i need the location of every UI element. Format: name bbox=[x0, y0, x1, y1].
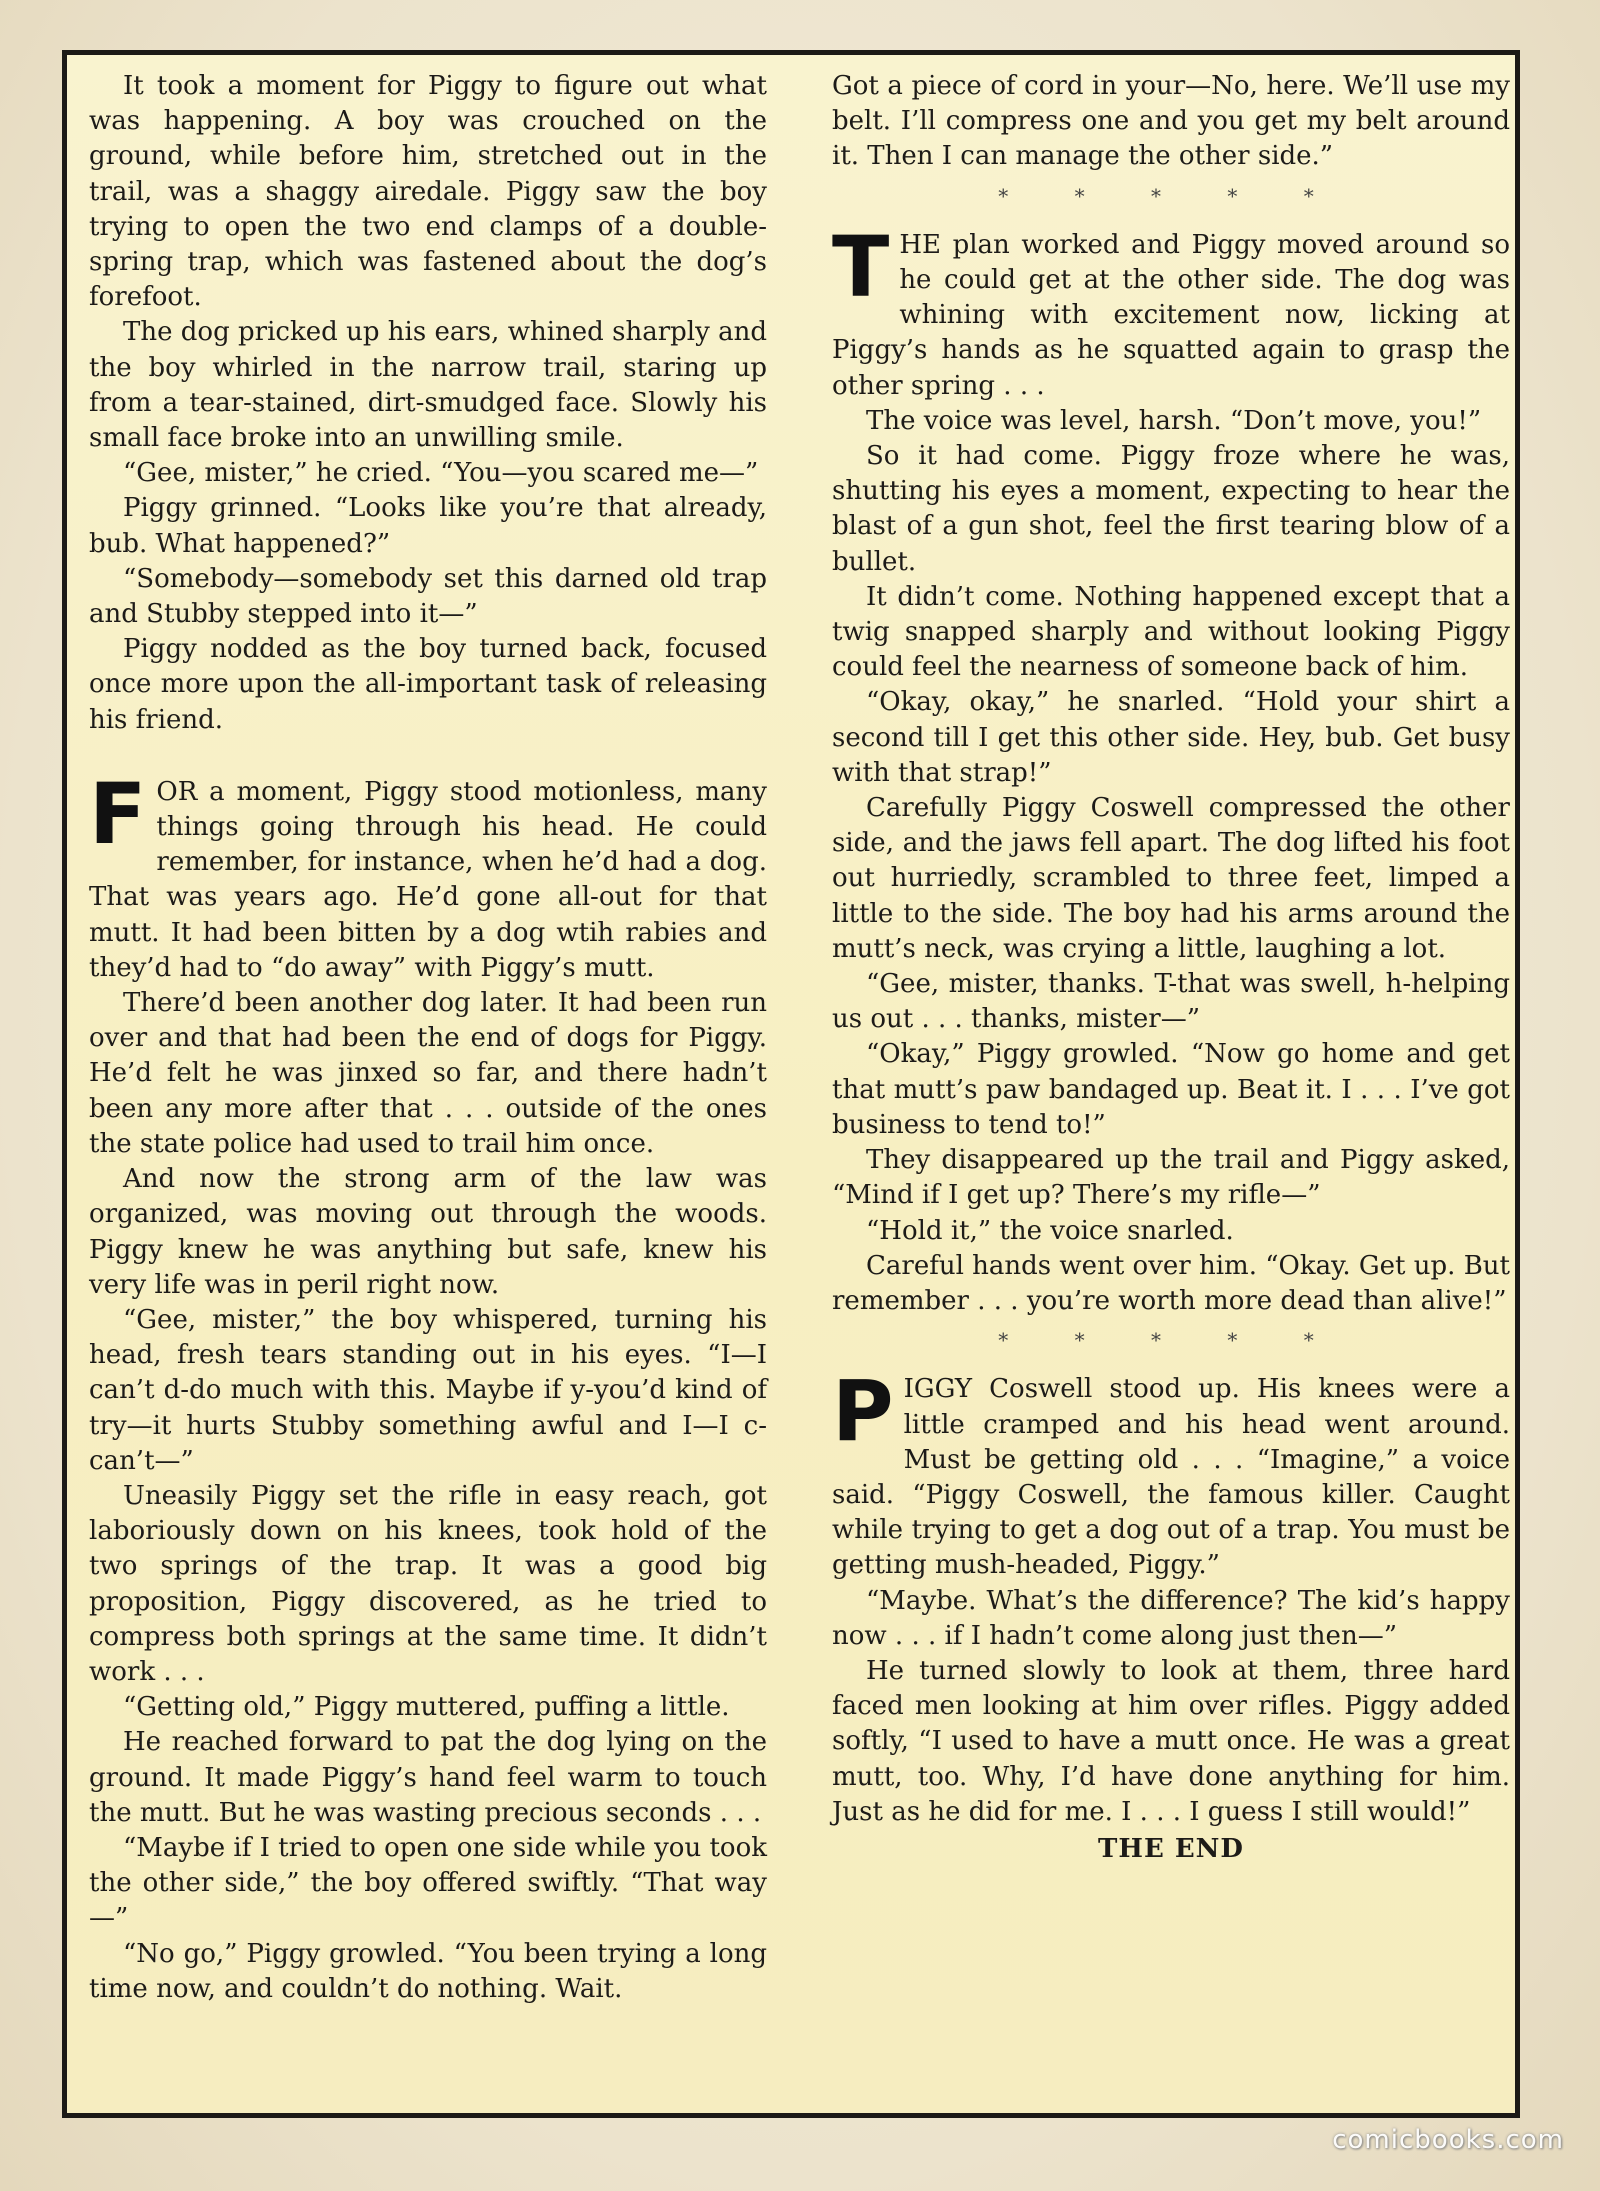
paragraph: So it had come. Piggy froze where he was, shutting his eyes a moment, expecting to hear the blast of a gun shot, feel the first tearing blow of a bullet. bbox=[832, 441, 1510, 577]
drop-cap: T bbox=[832, 217, 890, 316]
watermark-logo: comicbooks.com bbox=[1332, 2125, 1564, 2155]
paragraph: “Hold it,” the voice snarled. bbox=[866, 1215, 1234, 1246]
paragraph: “Maybe if I tried to open one side while you took the other side,” the boy offered swiftly. “That way—” bbox=[89, 1832, 767, 1934]
paragraph-text: HE plan worked and Piggy moved around so he could get at the other side. The dog was whining with excitement now, licking at Piggy’s hands as he squatted again to grasp the other spring . . . bbox=[832, 229, 1510, 401]
section-opening-paragraph bbox=[832, 1362, 1510, 1583]
paragraph: “Okay,” Piggy growled. “Now go home and get that mutt’s paw bandaged up. Beat it. I . . . I’ve got business to tend to!” bbox=[832, 1039, 1510, 1140]
section-divider: * * * * * bbox=[998, 183, 1344, 208]
paragraph-text: IGGY Coswell stood up. His knees were a little cramped and his head went around. Must be getting old . . . “Imagine,” a voice said. “Piggy Coswell, the famous killer. Caught while trying to get a dog out of a trap. You must be getting mush-headed, Piggy.” bbox=[832, 1374, 1510, 1581]
paragraph: There’d been another dog later. It had been run over and that had been the end of dogs for Piggy. He’d felt he was jinxed so far, and there hadn’t been any more after that . . . outside of the ones the state police had used to trail him once. bbox=[89, 988, 767, 1159]
drop-cap: F bbox=[89, 764, 147, 863]
paragraph: Got a piece of cord in your—No, here. We’ll use my belt. I’ll compress one and you get my belt around it. Then I can manage the other side.” bbox=[832, 71, 1510, 172]
paragraph: And now the strong arm of the law was organized, was moving out through the woods. Piggy knew he was anything but safe, knew his very life was in peril right now. bbox=[89, 1164, 767, 1300]
paragraph: “Gee, mister, thanks. T-that was swell, h-helping us out . . . thanks, mister—” bbox=[832, 969, 1510, 1035]
the-end-label: THE END bbox=[1098, 1833, 1244, 1864]
paragraph: He reached forward to pat the dog lying on the ground. It made Piggy’s hand feel warm to touch the mutt. But he was wasting precious seconds . . . bbox=[89, 1727, 767, 1828]
paragraph: “No go,” Piggy growled. “You been trying a long time now, and couldn’t do nothing. Wait. bbox=[89, 1938, 767, 2004]
paragraph: Uneasily Piggy set the rifle in easy reach, got laboriously down on his knees, took hold of the two springs of the trap. It was a good big proposition, Piggy discovered, as he tried to compress both springs at the same time. It didn’t work . . . bbox=[89, 1480, 767, 1687]
section-divider: * * * * * bbox=[998, 1328, 1344, 1353]
left-column bbox=[89, 69, 767, 2007]
paragraph: Piggy nodded as the boy turned back, focused once more upon the all-important task of releasing his friend. bbox=[89, 634, 767, 735]
paragraph: It took a moment for Piggy to figure out what was happening. A boy was crouched on the ground, while before him, stretched out in the trail, was a shaggy airedale. Piggy saw the boy trying to open the two end clamps of a double-spring trap, which was fastened about the dog’s forefoot. bbox=[89, 71, 767, 313]
paragraph: “Gee, mister,” he cried. “You—you scared me—” bbox=[123, 458, 759, 489]
paragraph: They disappeared up the trail and Piggy asked, “Mind if I get up? There’s my rifle—” bbox=[832, 1145, 1510, 1211]
paragraph: He turned slowly to look at them, three hard faced men looking at him over rifles. Piggy added softly, “I used to have a mutt once. He was a great mutt, too. Why, I’d have done anything for him. Just as he did for me. I . . . I guess I still would!” bbox=[832, 1655, 1510, 1827]
paragraph: “Maybe. What’s the difference? The kid’s happy now . . . if I hadn’t come along just then—” bbox=[832, 1585, 1510, 1651]
paragraph: “Getting old,” Piggy muttered, puffing a little. bbox=[123, 1692, 730, 1723]
paragraph: “Gee, mister,” the boy whispered, turning his head, fresh tears standing out in his eyes. “I—I can’t d-do much with this. Maybe if y-you’d kind of try—it hurts Stubby something awful and I—I c-can’t—” bbox=[89, 1304, 767, 1476]
paragraph: “Somebody—somebody set this darned old trap and Stubby stepped into it—” bbox=[89, 563, 767, 630]
section-gap bbox=[89, 738, 767, 775]
drop-cap: P bbox=[832, 1362, 894, 1461]
paragraph: Careful hands went over him. “Okay. Get up. But remember . . . you’re worth more dead than alive!” bbox=[832, 1250, 1510, 1316]
paragraph: The dog pricked up his ears, whined sharply and the boy whirled in the narrow trail, staring up from a tear-stained, dirt-smudged face. Slowly his small face broke into an unwilling smile. bbox=[89, 317, 767, 454]
paragraph: The voice was level, harsh. “Don’t move, you!” bbox=[866, 405, 1482, 436]
right-column bbox=[832, 69, 1510, 1867]
paragraph: Piggy grinned. “Looks like you’re that already, bub. What happened?” bbox=[89, 493, 767, 559]
section-opening-paragraph bbox=[832, 217, 1510, 404]
text-panel bbox=[62, 50, 1520, 2118]
paragraph: It didn’t come. Nothing happened except that a twig snapped sharply and without looking Piggy could feel the nearness of someone back of him. bbox=[832, 581, 1510, 683]
paragraph-text: OR a moment, Piggy stood motionless, many things going through his head. He could remember, for instance, when he’d had a dog. That was years ago. He’d gone all-out for that mutt. It had been bitten by a dog wtih rabies and they’d had to “do away” with Piggy’s mutt. bbox=[89, 776, 767, 983]
section-opening-paragraph bbox=[89, 764, 767, 986]
paragraph: “Okay, okay,” he snarled. “Hold your shirt a second till I get this other side. Hey, bub. Get busy with that strap!” bbox=[832, 687, 1510, 788]
paragraph: Carefully Piggy Coswell compressed the other side, and the jaws fell apart. The dog lifted his foot out hurriedly, scrambled to three feet, limped a little to the side. The boy had his arms around the mutt’s neck, was crying a little, laughing a lot. bbox=[832, 793, 1510, 964]
